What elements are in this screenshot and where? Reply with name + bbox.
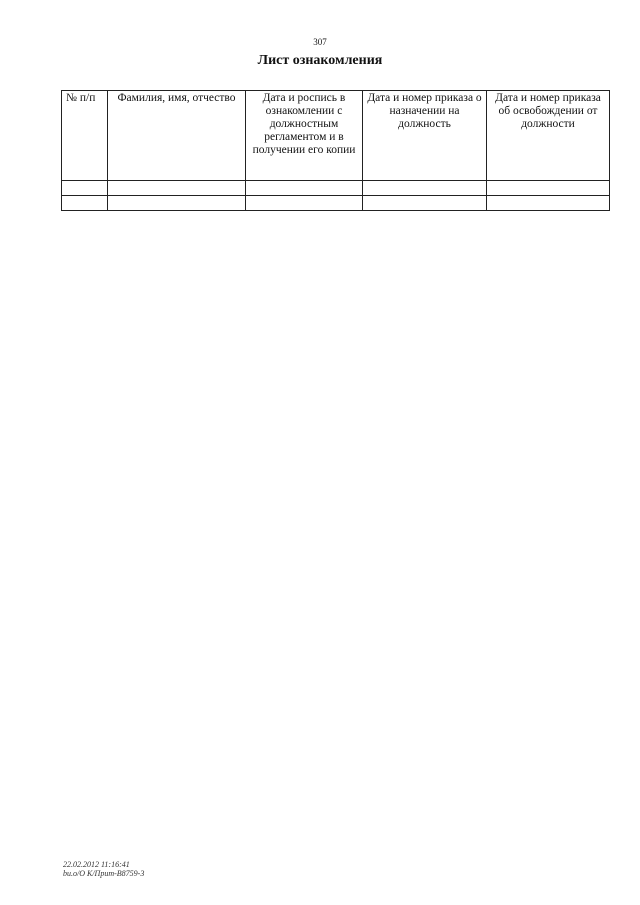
- table-cell: [108, 181, 246, 196]
- document-footer: [63, 860, 144, 878]
- table-cell: [487, 196, 610, 211]
- header-appointment-order: Дата и номер приказа о назначении на должность: [363, 91, 487, 181]
- footer-document-code: bu.o/O K/Прит-В8759-3: [63, 869, 145, 878]
- footer-timestamp: 22.02.2012 11:16:41: [63, 860, 130, 869]
- table-cell: [363, 196, 487, 211]
- table-cell: [108, 196, 246, 211]
- table-cell: [363, 181, 487, 196]
- table-row: [62, 181, 610, 196]
- table-header-row: [62, 91, 610, 181]
- header-number: № п/п: [62, 91, 108, 181]
- page-title: Лист ознакомления: [257, 53, 383, 68]
- header-dismissal-order: Дата и номер приказа об освобождении от должности: [487, 91, 610, 181]
- header-full-name: Фамилия, имя, отчество: [108, 91, 246, 181]
- page-number: 307: [313, 37, 327, 47]
- table-cell: [62, 196, 108, 211]
- table-row: [62, 196, 610, 211]
- table-cell: [62, 181, 108, 196]
- table-cell: [487, 181, 610, 196]
- table-cell: [246, 181, 363, 196]
- acknowledgement-table: [61, 90, 610, 211]
- header-signature-date: Дата и роспись в ознакомлении с должностным регламентом и в получении его копии: [246, 91, 363, 181]
- table-cell: [246, 196, 363, 211]
